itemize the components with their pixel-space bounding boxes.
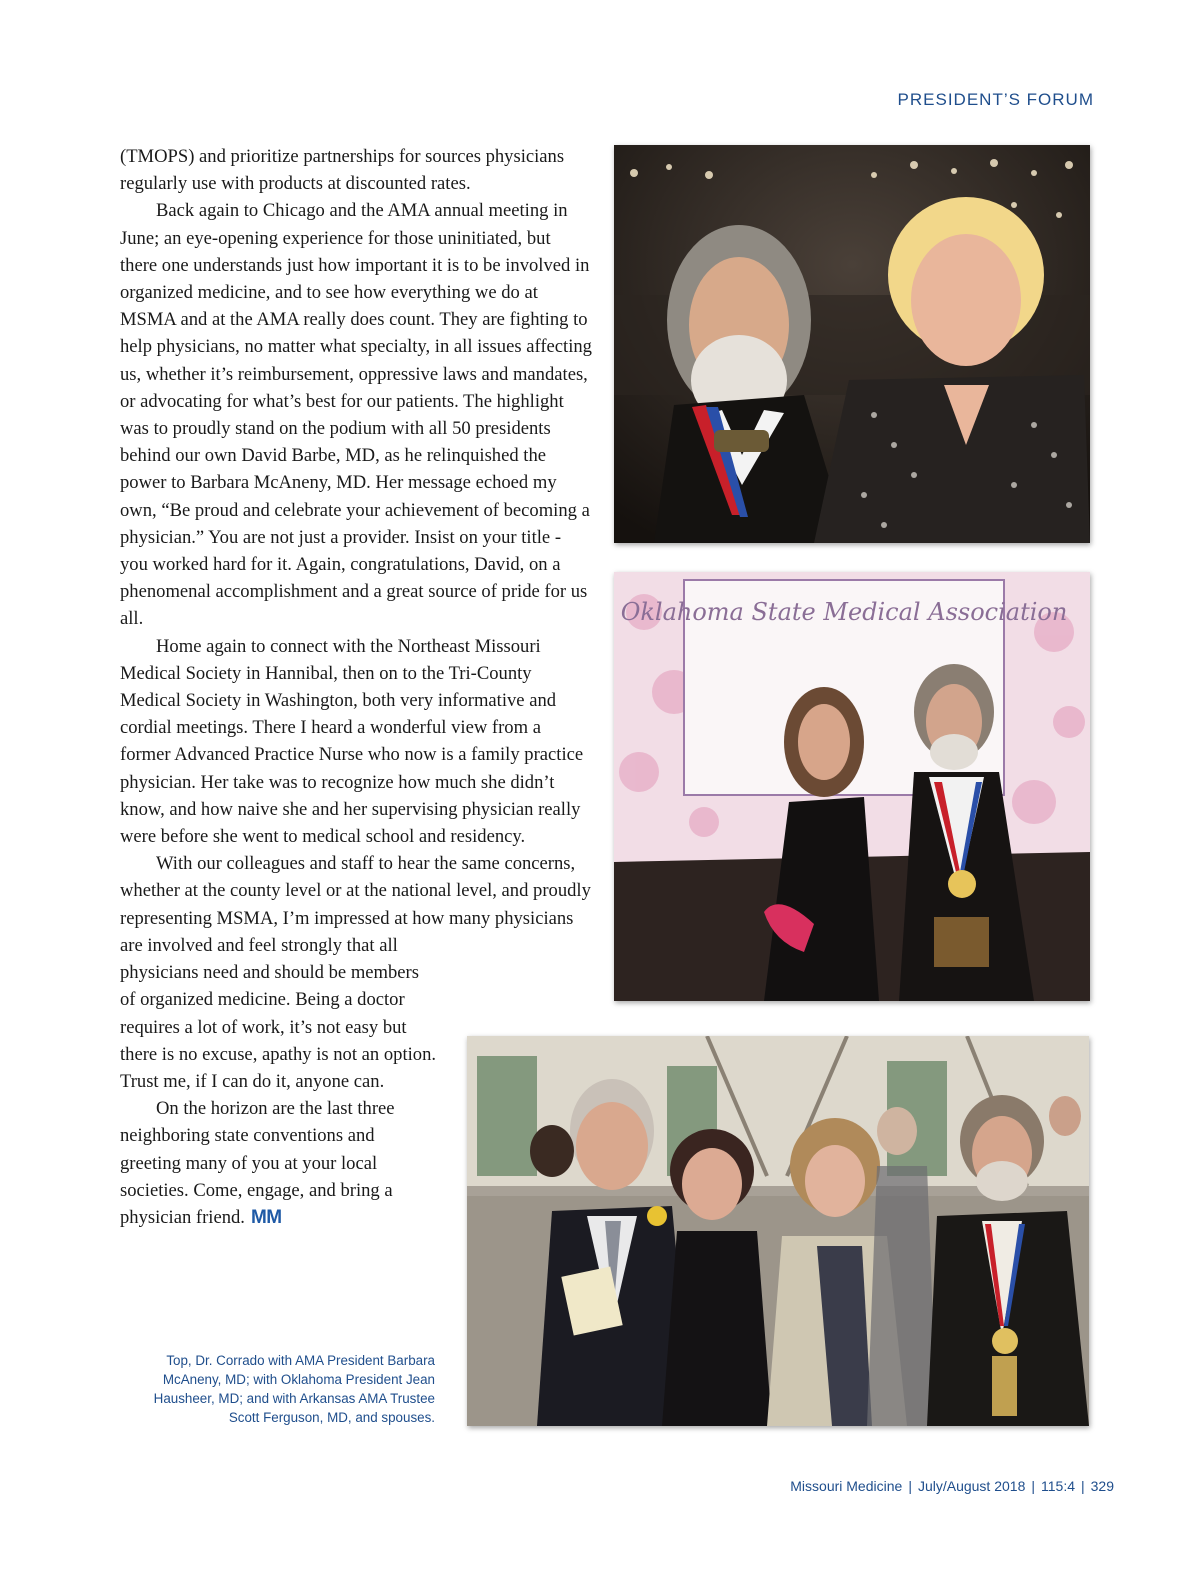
sign-text: Oklahoma State Medical Association [620,598,1068,626]
footer-separator: | [1081,1478,1085,1494]
photo-corrado-hausheer [614,572,1090,1001]
photo-caption: Top, Dr. Corrado with AMA President Barbara McAneny, MD; with Oklahoma President Jean Hausheer, MD; and with Arkansas AMA Trustee Scott Ferguson, MD, and spouses. [153,1353,435,1425]
article-paragraph: Home again to connect with the Northeast Missouri Medical Society in Hannibal, then on to the Tri-County Medical Society in Washington, both very informative and cordial meetings. There I heard a wonderful view from a former Advanced Practice Nurse who now is a family practice physician. Her take was to recognize how much she didn’t know, and how naive she and her supervising physician really were before she went to medical school and residency. [120,635,584,848]
page-number: 329 [1090,1478,1114,1494]
article-paragraph-text: On the horizon are the last three neighboring state conventions and greeting many of you at your local societies. Come, engage, and bring a physician friend. [120,1098,395,1228]
photo-image [614,145,1090,543]
article-paragraph-final [120,1095,438,1231]
footer-separator: | [908,1478,912,1494]
page-footer [790,1478,1114,1494]
section-title: PRESIDENT’S FORUM [897,90,1094,109]
photo-group-ferguson [467,1036,1089,1426]
article-paragraph: physicians need and should be members of organized medicine. Being a doctor requires a lot of work, it’s not easy but there is no excuse, apathy is not an option. Trust me, if I can do it, anyone can. [120,962,437,1092]
photo-image [467,1036,1089,1426]
article-paragraph: With our colleagues and staff to hear the same concerns, whether at the county level or at the national level, and proudly representing MSMA, I’m impressed at how many physicians are involved and feel strongly that all [120,853,591,956]
volume-number: 115:4 [1041,1478,1075,1494]
article-paragraph: Back again to Chicago and the AMA annual meeting in June; an eye-opening experience for those uninitiated, but there one understands just how important it is to be involved in organized medicine, and to see how everything we do at MSMA and at the AMA really does count. They are fighting to help physicians, no matter what specialty, in all issues affecting us, whether it’s reimbursement, oppressive laws and mandates, or advocating for what’s best for our patients. The highlight was to proudly stand on the podium with all 50 presidents behind our own David Barbe, MD, as he relinquished the power to Barbara McAneny, MD. Her message echoed my own, “Be proud and celebrate your achievement of becoming a physician.” You are not just a provider. Insist on your title - you worked hard for it. Again, congratulations, David, on a phenomenal accomplishment and a great source of pride for us all. [120,200,592,630]
missouri-medicine-end-mark: MM [250,1206,282,1228]
photo-image [614,572,1090,1001]
footer-separator: | [1031,1478,1035,1494]
issue-date: July/August 2018 [917,1478,1026,1494]
article-paragraph: (TMOPS) and prioritize partnerships for sources physicians regularly use with products at discounted rates. [120,146,565,195]
photo-corrado-mcaneny [614,145,1090,543]
journal-name: Missouri Medicine [790,1478,903,1494]
